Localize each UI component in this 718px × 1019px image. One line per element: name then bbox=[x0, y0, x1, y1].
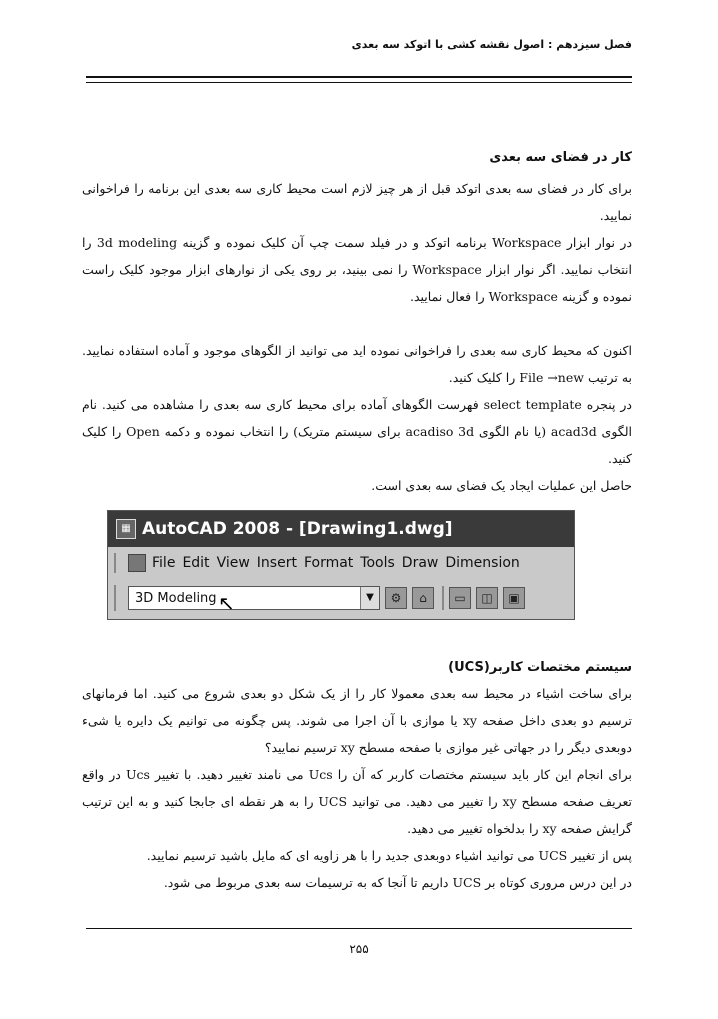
page-number: ۲۵۵ bbox=[349, 942, 369, 956]
paragraph: در این درس مروری کوتاه بر UCS داریم تا آنجا که به ترسیمات سه بعدی مربوط می شود. bbox=[163, 875, 632, 890]
footer-rule bbox=[86, 928, 632, 929]
paragraph: در نوار ابزار Workspace برنامه اتوکد و در فیلد سمت چپ آن کلیک نموده و گزینه 3d modeling را انتخاب نمایید. اگر نوار ابزار Workspace را نمی بینید، بر روی یکی از نوارهای ابزار موجود کلیک راست نموده و گزینه Workspace را فعال نمایید. bbox=[82, 235, 633, 304]
window-titlebar bbox=[108, 511, 574, 547]
save-file-icon[interactable]: ▣ bbox=[503, 587, 525, 609]
paragraph: برای کار در فضای سه بعدی اتوکد قبل از هر چیز لازم است محیط کاری سه بعدی این برنامه را فراخوانی نمایید. bbox=[82, 181, 632, 223]
autocad-screenshot-figure bbox=[107, 510, 575, 620]
window-title: AutoCAD 2008 - [Drawing1.dwg] bbox=[142, 519, 453, 539]
toolbar-separator bbox=[442, 586, 444, 610]
mouse-cursor-icon: ↖ bbox=[218, 591, 235, 615]
paragraph: پس از تغییر UCS می توانید اشیاء دوبعدی جدید را با هر زاویه ای که مایل باشید ترسیم نمایید. bbox=[146, 848, 632, 863]
page-header-title: فصل سیزدهم : اصول نقشه کشی با اتوکد سه بعدی bbox=[351, 38, 632, 51]
menu-dimension[interactable]: Dimension bbox=[445, 555, 520, 571]
menu-bar bbox=[108, 549, 574, 577]
menu-file[interactable]: File bbox=[152, 555, 176, 571]
workspace-home-icon[interactable]: ⌂ bbox=[412, 587, 434, 609]
new-file-icon[interactable]: ▭ bbox=[449, 587, 471, 609]
section-heading-3d-space: کار در فضای سه بعدی bbox=[489, 150, 632, 165]
paragraph: حاصل این عملیات ایجاد یک فضای سه بعدی است. bbox=[371, 478, 632, 493]
workspace-toolbar bbox=[108, 579, 574, 617]
open-file-icon[interactable]: ◫ bbox=[476, 587, 498, 609]
document-menu-icon[interactable] bbox=[128, 554, 146, 572]
menu-format[interactable]: Format bbox=[303, 555, 354, 571]
menu-insert[interactable]: Insert bbox=[256, 555, 297, 571]
toolbar-grip bbox=[114, 553, 122, 573]
paragraph: برای انجام این کار باید سیستم مختصات کاربر که آن را Ucs می نامند تغییر دهید. با تغییر Ucs در واقع تعریف صفحه مسطح xy را تغییر می دهید. می توانید UCS را به هر نقطه ای جابجا کنید و به این ترتیب گرایش صفحه xy را بدلخواه تغییر می دهید. bbox=[82, 767, 632, 836]
section3-body bbox=[82, 680, 632, 896]
menu-edit[interactable]: Edit bbox=[182, 555, 210, 571]
header-rule-thin bbox=[86, 82, 632, 83]
toolbar-grip bbox=[114, 585, 122, 611]
workspace-combo-value: 3D Modeling bbox=[135, 590, 217, 606]
workspace-settings-icon[interactable]: ⚙ bbox=[385, 587, 407, 609]
header-rule-thick bbox=[86, 76, 632, 78]
autocad-app-icon: ▦ bbox=[116, 519, 136, 539]
paragraph: اکنون که محیط کاری سه بعدی را فراخوانی نموده اید می توانید از الگوهای موجود و آماده استفاده نمایید. به ترتیب File →new را کلیک کنید. bbox=[82, 343, 632, 385]
menu-draw[interactable]: Draw bbox=[401, 555, 439, 571]
workspace-combo[interactable] bbox=[128, 586, 380, 610]
chevron-down-icon[interactable]: ▼ bbox=[360, 587, 379, 609]
section1-body bbox=[82, 175, 632, 310]
menu-view[interactable]: View bbox=[216, 555, 250, 571]
paragraph: در پنجره select template فهرست الگوهای آماده برای محیط کاری سه بعدی را مشاهده می کنید. نام الگوی acad3d (یا نام الگوی acadiso 3d برای سیستم متریک) را انتخاب نموده و دکمه Open را کلیک کنید. bbox=[82, 397, 632, 466]
paragraph: برای ساخت اشیاء در محیط سه بعدی معمولا کار را از یک شکل دو بعدی شروع می کنید. اما فرمانهای ترسیم دو بعدی داخل صفحه xy یا موازی با آن اجرا می شوند. پس چگونه می توانیم یک دایره یا شیء دوبعدی دیگر را در جهاتی غیر موازی با صفحه مسطح xy ترسیم نمایید؟ bbox=[82, 686, 632, 755]
menu-tools[interactable]: Tools bbox=[360, 555, 395, 571]
section-heading-ucs: سیستم مختصات کاربر(UCS) bbox=[448, 660, 632, 675]
section2-body bbox=[82, 337, 632, 499]
